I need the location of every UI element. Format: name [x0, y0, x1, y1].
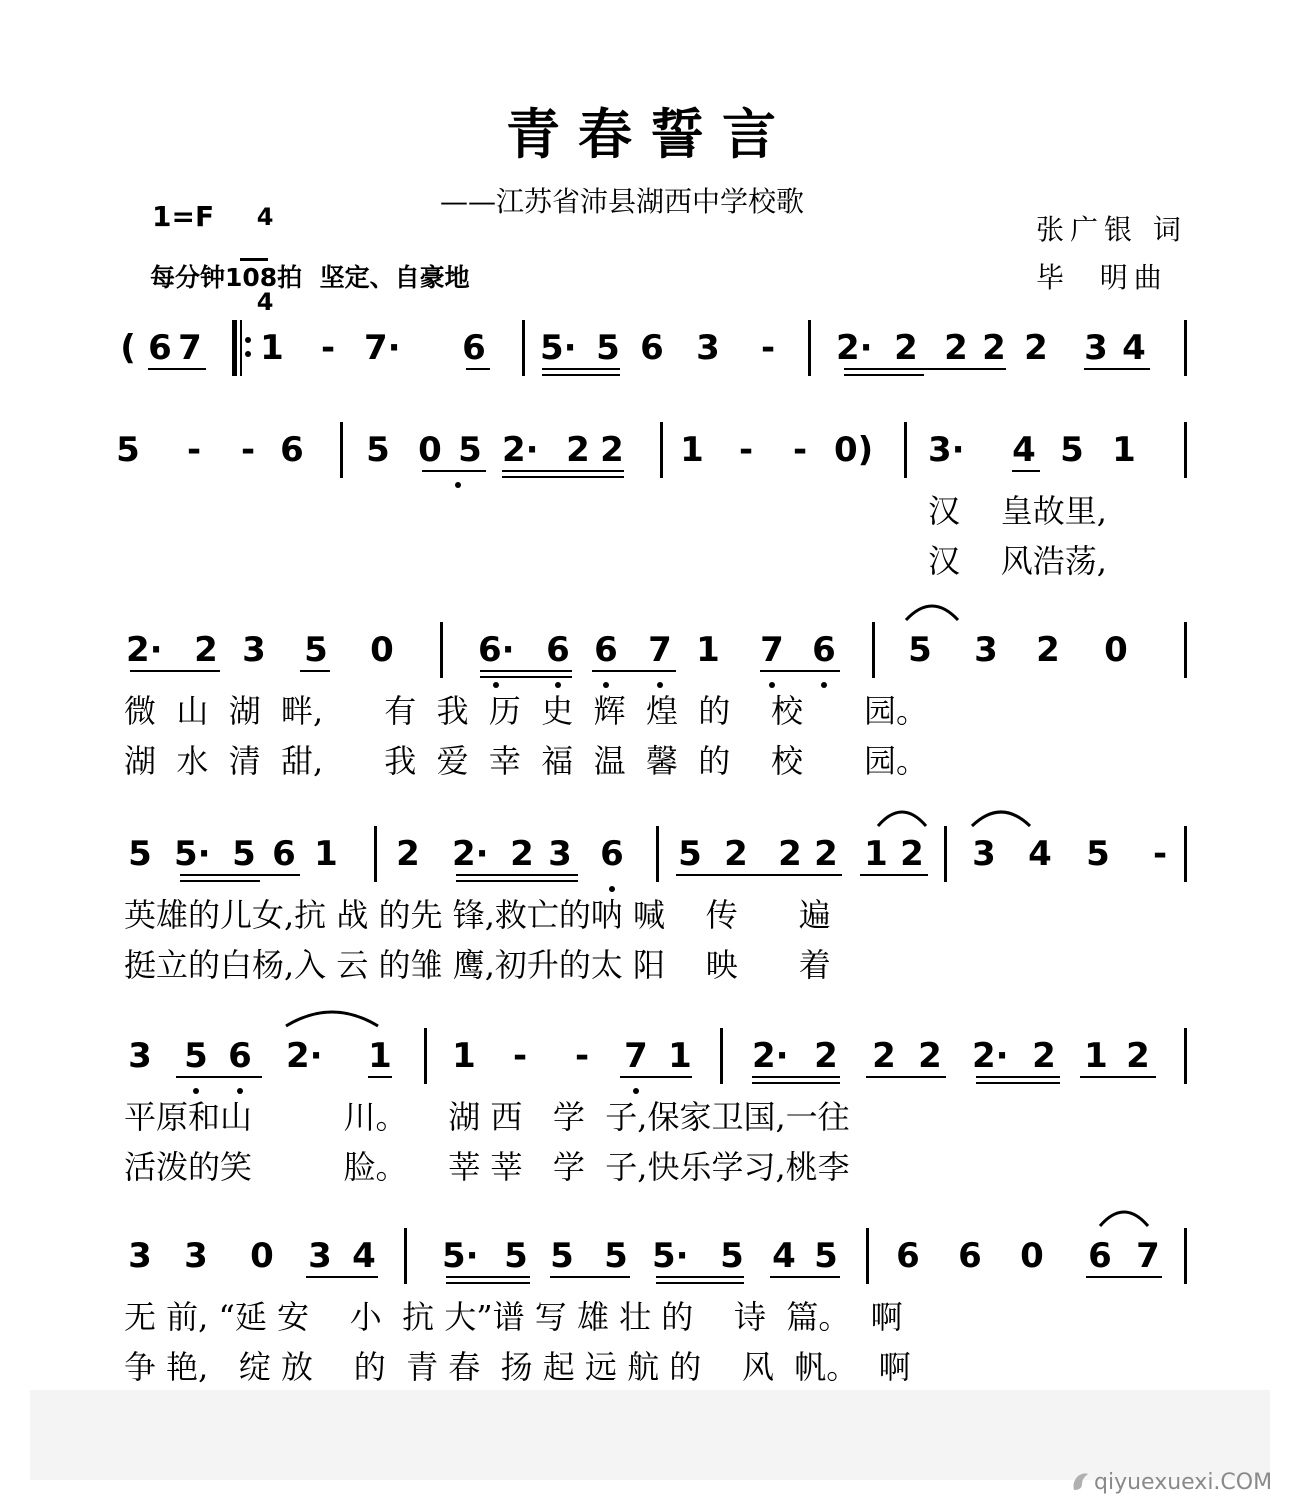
note: 5·: [540, 328, 577, 368]
note: 5: [908, 630, 932, 670]
note: 2: [814, 834, 838, 874]
beam-underline: [446, 1282, 530, 1284]
note: 5: [304, 630, 328, 670]
time-signature-bottom: 4: [256, 288, 274, 316]
note: 1: [864, 834, 888, 874]
beam-underline: [130, 670, 220, 672]
note: 3: [1084, 328, 1108, 368]
note: 3: [128, 1036, 152, 1076]
note: 6: [958, 1236, 982, 1276]
note: 0: [250, 1236, 274, 1276]
tie-slur: [1098, 1204, 1150, 1228]
beam-underline: [446, 1276, 530, 1278]
note: 5·: [174, 834, 211, 874]
time-signature: [240, 178, 274, 316]
note: 6: [280, 430, 304, 470]
beam-underline: [976, 1076, 1060, 1078]
note: -: [320, 328, 336, 368]
beam-underline: [422, 470, 486, 472]
bar-line: [522, 320, 525, 376]
beam-underline: [760, 670, 840, 672]
tempo-marking: 每分钟108拍 坚定、自豪地: [150, 263, 470, 292]
note: 5: [550, 1236, 574, 1276]
note: 2: [900, 834, 924, 874]
note: 6: [640, 328, 664, 368]
note: 2: [1036, 630, 1060, 670]
note: 4: [1122, 328, 1146, 368]
note: 6: [594, 630, 618, 670]
note: 2·: [836, 328, 873, 368]
bar-line: [1184, 422, 1187, 478]
beam-underline: [502, 470, 624, 472]
beam-underline: [300, 670, 330, 672]
tie-slur: [876, 804, 928, 828]
lyrics-line: 平原和山 川。 湖 西 学 子,保家卫国,一往: [124, 1098, 850, 1136]
note: 7: [178, 328, 202, 368]
note: 0: [1020, 1236, 1044, 1276]
beam-underline: [306, 1276, 378, 1278]
note: 2·: [286, 1036, 323, 1076]
note: -: [792, 430, 808, 470]
beam-underline: [456, 874, 578, 876]
note: -: [240, 430, 256, 470]
note: 5: [232, 834, 256, 874]
lyrics-line: 活泼的笑 脸。 莘 莘 学 子,快乐学习,桃李: [124, 1148, 850, 1186]
note: 6: [462, 328, 486, 368]
note: 1: [668, 1036, 692, 1076]
note: 3: [308, 1236, 332, 1276]
beam-underline: [148, 368, 206, 370]
beam-underline: [752, 1076, 840, 1078]
beam-underline: [676, 874, 842, 876]
bar-line: [404, 1228, 407, 1284]
note: -: [512, 1036, 528, 1076]
song-title: 青春誓言: [506, 102, 794, 166]
note: 2: [1024, 328, 1048, 368]
note: 3: [242, 630, 266, 670]
bar-line: [944, 826, 947, 882]
note: 2·: [752, 1036, 789, 1076]
beam-underline: [542, 368, 620, 370]
bar-line: [424, 1028, 427, 1084]
note: 4: [1012, 430, 1036, 470]
bar-line: [1184, 826, 1187, 882]
note: -: [738, 430, 754, 470]
beam-underline: [1012, 470, 1040, 472]
note: 7: [1136, 1236, 1160, 1276]
note: 2: [894, 328, 918, 368]
beam-underline: [1086, 1276, 1162, 1278]
note: 3: [696, 328, 720, 368]
note: 6: [546, 630, 570, 670]
tie-slur: [904, 598, 960, 622]
note: 6: [896, 1236, 920, 1276]
beam-underline: [592, 670, 676, 672]
lyricist-credit: 张广银 词: [1036, 213, 1187, 246]
note: 7·: [364, 328, 401, 368]
lyrics-line: 挺立的白杨,入 云 的雏 鹰,初升的太 阳 映 着: [124, 946, 831, 984]
score-row: [0, 326, 1300, 382]
note: -: [760, 328, 776, 368]
tie-slur: [970, 804, 1032, 828]
lyrics-line: 微 山 湖 畔, 有 我 历 史 辉 煌 的 校 园。: [124, 692, 929, 730]
note: 1: [680, 430, 704, 470]
note: 5: [504, 1236, 528, 1276]
note: 0): [834, 430, 874, 470]
beam-underline: [770, 1276, 840, 1278]
note: (: [120, 328, 136, 368]
note: 0: [1104, 630, 1128, 670]
note: -: [574, 1036, 590, 1076]
note: 2: [566, 430, 590, 470]
note: 6: [600, 834, 624, 874]
note: 7: [624, 1036, 648, 1076]
watermark: qiyuexuexi.COM: [1094, 1470, 1273, 1495]
note: 6: [812, 630, 836, 670]
beam-underline: [844, 368, 1006, 370]
note: 6·: [478, 630, 515, 670]
beam-underline: [176, 1076, 262, 1078]
note: 2: [814, 1036, 838, 1076]
note: 1: [260, 328, 284, 368]
note: 1: [368, 1036, 392, 1076]
note: 4: [352, 1236, 376, 1276]
beam-underline: [844, 374, 924, 376]
note: 5: [604, 1236, 628, 1276]
note: 2·: [972, 1036, 1009, 1076]
lyrics-line: 汉 皇故里,: [928, 492, 1107, 530]
beam-underline: [866, 1076, 946, 1078]
note: 1: [1112, 430, 1136, 470]
beam-underline: [976, 1082, 1060, 1084]
bar-line: [720, 1028, 723, 1084]
note: 5: [1086, 834, 1110, 874]
note: 5: [678, 834, 702, 874]
score-row: [0, 428, 1300, 580]
beam-underline: [1080, 1076, 1156, 1078]
lyrics-line: 无 前, “延 安 小 抗 大”谱 写 雄 壮 的 诗 篇。 啊: [124, 1298, 903, 1336]
watermark-logo-icon: [1070, 1470, 1092, 1494]
note: 2·: [452, 834, 489, 874]
note: 2: [944, 328, 968, 368]
note: 5: [814, 1236, 838, 1276]
note: 2: [724, 834, 748, 874]
note: 1: [696, 630, 720, 670]
bar-line: [1184, 1228, 1187, 1284]
footer-shade: [30, 1390, 1270, 1480]
beam-underline: [550, 1276, 630, 1278]
beam-underline: [620, 1076, 692, 1078]
note: 0: [370, 630, 394, 670]
bar-line: [374, 826, 377, 882]
note: 2: [918, 1036, 942, 1076]
note: 3: [128, 1236, 152, 1276]
note: 2: [1032, 1036, 1056, 1076]
note: 4: [1028, 834, 1052, 874]
note: 5: [720, 1236, 744, 1276]
note: -: [186, 430, 202, 470]
lyrics-line: 争 艳, 绽 放 的 青 春 扬 起 远 航 的 风 帆。 啊: [124, 1348, 911, 1386]
bar-line: [340, 422, 343, 478]
note: 6: [1088, 1236, 1112, 1276]
beam-underline: [368, 1076, 392, 1078]
note: 5: [184, 1036, 208, 1076]
lyrics-line: 英雄的儿女,抗 战 的先 锋,救亡的呐 喊 传 遍: [124, 896, 831, 934]
note: 3: [972, 834, 996, 874]
tie-slur: [284, 1004, 380, 1028]
beam-underline: [1084, 368, 1150, 370]
note: 3: [184, 1236, 208, 1276]
beam-underline: [542, 374, 620, 376]
bar-line: [440, 622, 443, 678]
note: 2·: [126, 630, 163, 670]
note: 2: [396, 834, 420, 874]
note: 5: [116, 430, 140, 470]
note: 5: [458, 430, 482, 470]
note: 2: [194, 630, 218, 670]
bar-line: [1184, 1028, 1187, 1084]
note: 5·: [442, 1236, 479, 1276]
beam-underline: [180, 874, 300, 876]
note: 2: [778, 834, 802, 874]
note: 2: [600, 430, 624, 470]
score-row: [0, 832, 1300, 984]
note: 6: [272, 834, 296, 874]
note: 7: [760, 630, 784, 670]
note: 2: [872, 1036, 896, 1076]
lyrics-line: 汉 风浩荡,: [928, 542, 1107, 580]
beam-underline: [456, 880, 578, 882]
key-signature: 1=F: [152, 200, 215, 233]
note: 0: [418, 430, 442, 470]
note: -: [1152, 834, 1168, 874]
note: 6: [228, 1036, 252, 1076]
note: 5: [366, 430, 390, 470]
note: 3: [974, 630, 998, 670]
bar-line: [808, 320, 811, 376]
bar-line: [904, 422, 907, 478]
beam-underline: [860, 874, 928, 876]
note: 1: [452, 1036, 476, 1076]
song-subtitle: ——江苏省沛县湖西中学校歌: [440, 185, 805, 218]
beam-underline: [752, 1082, 840, 1084]
note: 2: [510, 834, 534, 874]
beam-underline: [480, 670, 572, 672]
note: 7: [648, 630, 672, 670]
beam-underline: [180, 880, 260, 882]
bar-line: [1184, 320, 1187, 376]
bar-line: [866, 1228, 869, 1284]
note: 2: [982, 328, 1006, 368]
score-row: [0, 1234, 1300, 1386]
bar-line: [1184, 622, 1187, 678]
note: 4: [772, 1236, 796, 1276]
note: 2: [1126, 1036, 1150, 1076]
beam-underline: [656, 1282, 744, 1284]
note: 6: [148, 328, 172, 368]
note: 1: [314, 834, 338, 874]
note: 3: [548, 834, 572, 874]
bar-line: [872, 622, 875, 678]
bar-line: [660, 422, 663, 478]
beam-underline: [466, 368, 490, 370]
note: 5: [128, 834, 152, 874]
time-signature-top: 4: [256, 203, 274, 231]
note: 5: [1060, 430, 1084, 470]
beam-underline: [502, 476, 624, 478]
bar-line: [656, 826, 659, 882]
repeat-sign: [230, 320, 254, 376]
score-row: [0, 1034, 1300, 1186]
composer-credit: 毕 明曲: [1036, 261, 1168, 294]
low-octave-dot: [455, 482, 461, 488]
note: 1: [1084, 1036, 1108, 1076]
lyrics-line: 湖 水 清 甜, 我 爱 幸 福 温 馨 的 校 园。: [124, 742, 929, 780]
note: 2·: [502, 430, 539, 470]
note: 5·: [652, 1236, 689, 1276]
beam-underline: [656, 1276, 744, 1278]
beam-underline: [480, 676, 572, 678]
score-row: [0, 628, 1300, 780]
note: 3·: [928, 430, 965, 470]
note: 5: [596, 328, 620, 368]
